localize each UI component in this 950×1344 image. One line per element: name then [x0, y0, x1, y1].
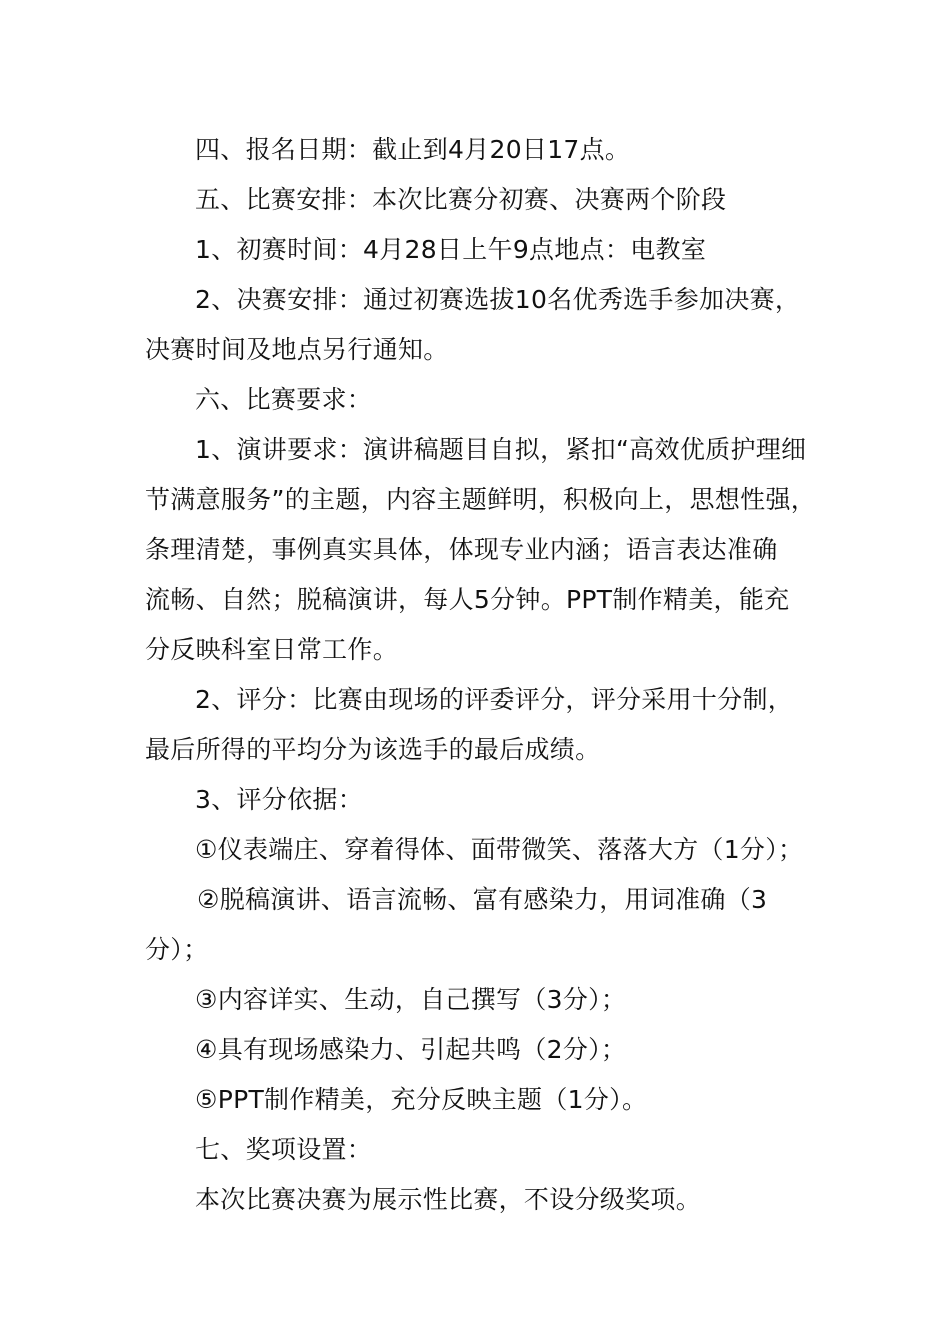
section-6-requirements: 六、比赛要求： — [195, 385, 373, 414]
criterion-4: ④具有现场感染力、引起共鸣（2分）； — [195, 1035, 627, 1064]
speech-requirement-cont-2: 条理清楚，事例真实具体，体现专业内涵；语言表达准确 — [145, 535, 778, 564]
awards-description: 本次比赛决赛为展示性比赛，不设分级奖项。 — [195, 1185, 702, 1214]
criterion-1: ①仪表端庄、穿着得体、面带微笑、落落大方（1分）； — [195, 835, 804, 864]
speech-requirement-cont-4: 分反映科室日常工作。 — [145, 635, 399, 664]
speech-requirement: 1、演讲要求：演讲稿题目自拟，紧扣“高效优质护理细 — [195, 435, 807, 464]
final-arrangement: 2、决赛安排：通过初赛选拔10名优秀选手参加决赛， — [195, 285, 801, 314]
preliminary-time: 1、初赛时间：4月28日上午9点地点：电教室 — [195, 235, 707, 264]
criterion-3: ③内容详实、生动，自己撰写（3分）； — [195, 985, 627, 1014]
section-5-schedule: 五、比赛安排：本次比赛分初赛、决赛两个阶段 — [195, 185, 727, 214]
criterion-5: ⑤PPT制作精美，充分反映主题（1分）。 — [195, 1085, 648, 1114]
scoring: 2、评分：比赛由现场的评委评分，评分采用十分制， — [195, 685, 794, 714]
scoring-criteria-heading: 3、评分依据： — [195, 785, 364, 814]
speech-requirement-cont-3: 流畅、自然；脱稿演讲，每人5分钟。PPT制作精美，能充 — [145, 585, 790, 614]
criterion-2: ②脱稿演讲、语言流畅、富有感染力，用词准确（3 — [197, 885, 768, 914]
scoring-cont: 最后所得的平均分为该选手的最后成绩。 — [145, 735, 601, 764]
section-4-registration-date: 四、报名日期：截止到4月20日17点。 — [195, 135, 631, 164]
speech-requirement-cont-1: 节满意服务”的主题，内容主题鲜明，积极向上，思想性强， — [145, 485, 817, 514]
section-7-awards: 七、奖项设置： — [195, 1135, 373, 1164]
criterion-2-cont: 分）； — [145, 935, 209, 964]
final-arrangement-cont: 决赛时间及地点另行通知。 — [145, 335, 449, 364]
